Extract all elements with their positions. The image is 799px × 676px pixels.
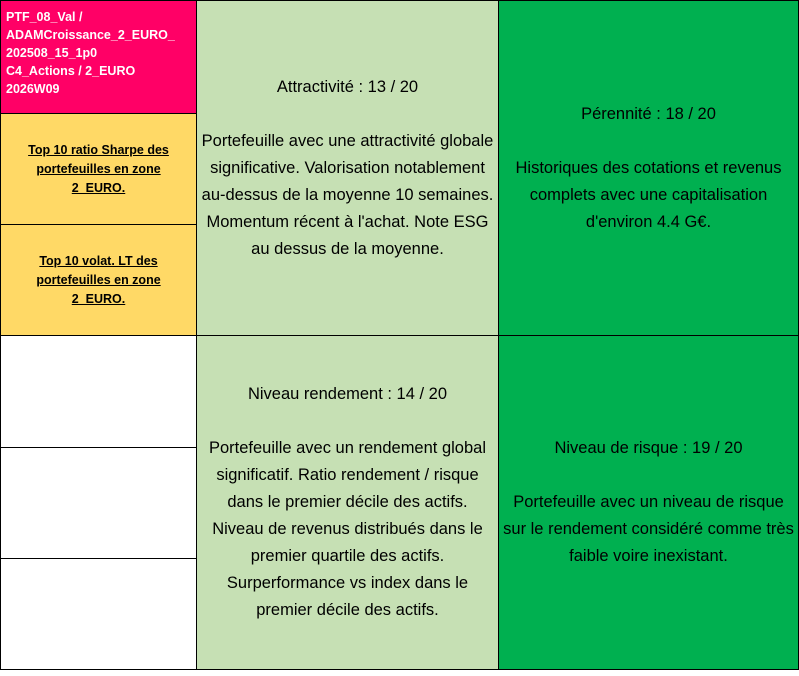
risque-heading: Niveau de risque : 19 / 20 bbox=[554, 439, 743, 457]
attractivite-body: Portefeuille avec une attractivité globale significative. Valorisation notablement au-dessus de la moyenne 10 semaines. Momentum récent à l'achat. Note ESG au dessus de la moyenne. bbox=[201, 131, 494, 258]
title-line: 202508_15_1p0 bbox=[6, 46, 98, 60]
attractivite-heading: Attractivité : 13 / 20 bbox=[276, 77, 419, 96]
attractivite-panel bbox=[196, 0, 499, 336]
risque-panel bbox=[498, 335, 799, 670]
portfolio-title bbox=[0, 0, 197, 114]
top10-volat-link[interactable]: Top 10 volat. LT des portefeuilles en zone 2_EURO. bbox=[36, 253, 161, 306]
top10-sharpe-link[interactable]: Top 10 ratio Sharpe des portefeuilles en zone 2_EURO. bbox=[28, 142, 169, 195]
title-line: C4_Actions / 2_EURO bbox=[6, 64, 136, 78]
rendement-body: Portefeuille avec un rendement global significatif. Ratio rendement / risque dans le premier décile des actifs. Niveau de revenus distribués dans le premier quartile des actifs. Surperformance vs index dans le premier décile des actifs. bbox=[208, 439, 486, 619]
risque-body: Portefeuille avec un niveau de risque sur le rendement considéré comme très faible voire inexistant. bbox=[503, 493, 794, 565]
perennite-panel bbox=[498, 0, 799, 336]
rendement-heading: Niveau rendement : 14 / 20 bbox=[247, 385, 448, 403]
sharpe-link-cell bbox=[0, 113, 197, 225]
title-line: ADAMCroissance_2_EURO_ bbox=[6, 28, 175, 42]
perennite-heading: Pérennité : 18 / 20 bbox=[581, 104, 716, 123]
rendement-panel bbox=[196, 335, 499, 670]
empty-cell bbox=[0, 558, 197, 670]
volat-link-cell bbox=[0, 224, 197, 336]
title-line: 2026W09 bbox=[6, 82, 60, 96]
empty-cell bbox=[0, 335, 197, 448]
perennite-body: Historiques des cotations et revenus complets avec une capitalisation d'environ 4.4 G€. bbox=[515, 158, 782, 231]
empty-cell bbox=[0, 447, 197, 559]
title-line: PTF_08_Val / bbox=[6, 10, 83, 24]
